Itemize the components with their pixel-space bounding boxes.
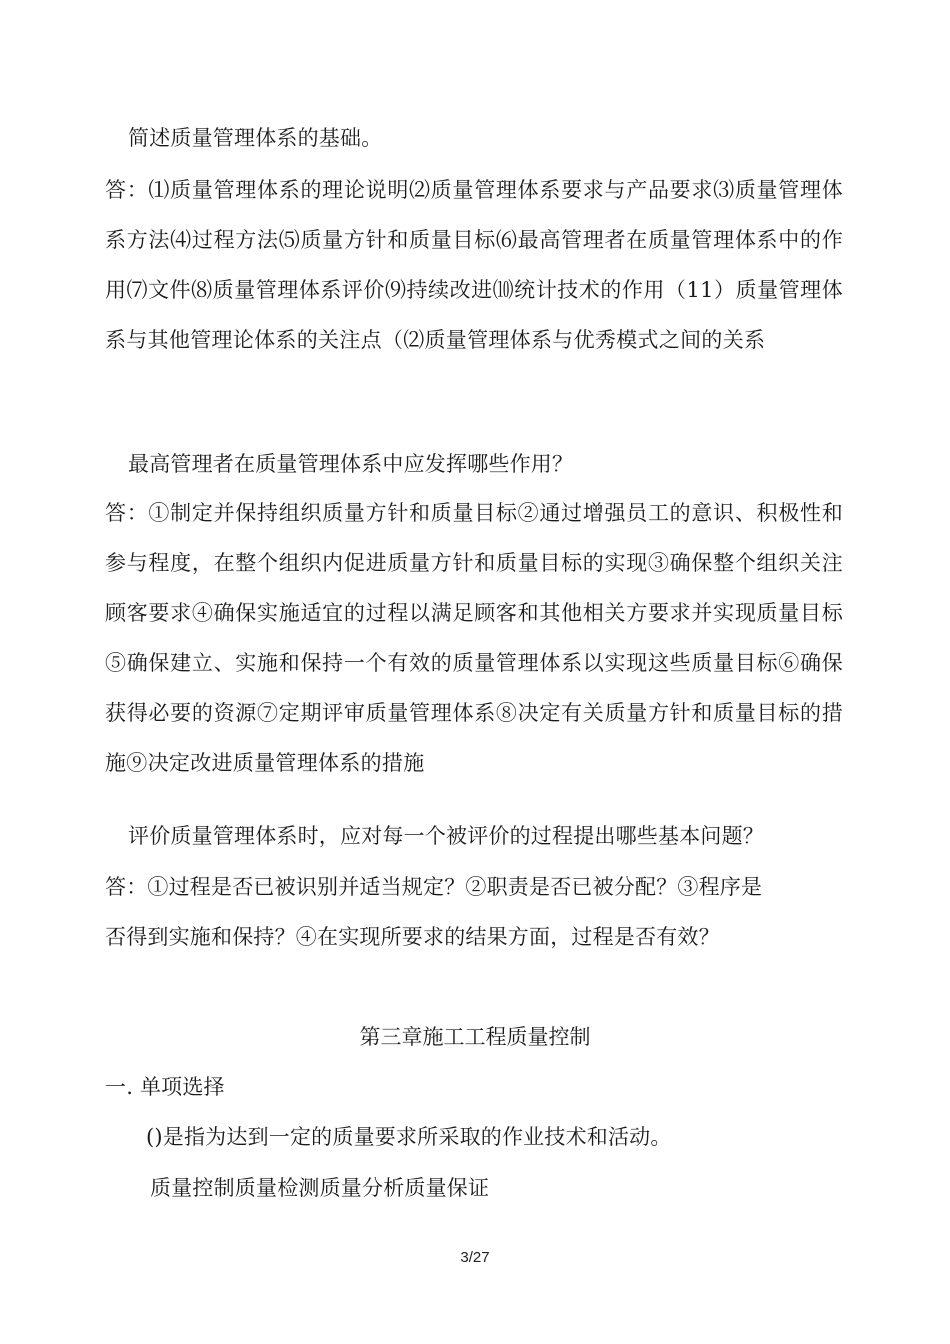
chapter-title: 第三章施工工程质量控制: [359, 1025, 591, 1049]
answer-2: 答：①制定并保持组织质量方针和质量目标②通过增强员工的意识、积极性和参与程度，在整个组织内促进质量方针和质量目标的实现③确保整个组织关注顾客要求④确保实施适宜的过程以满足顾客和其他相关方要求并实现质量目标⑤确保建立、实施和保持一个有效的质量管理体系以实现这些质量目标⑥确保获得必要的资源⑦定期评审质量管理体系⑧决定有关质量方针和质量目标的措施⑨决定改进质量管理体系的措施: [105, 501, 843, 775]
answer-3-line-2: 否得到实施和保持？④在实现所要求的结果方面，过程是否有效？: [105, 925, 720, 949]
answer-1: 答：⑴质量管理体系的理论说明⑵质量管理体系要求与产品要求⑶质量管理体系方法⑷过程方法⑸质量方针和质量目标⑹最高管理者在质量管理体系中的作用⑺文件⑻质量管理体系评价⑼持续改进⑽统计技术的作用（11）质量管理体系与其他管理论体系的关注点（⑵质量管理体系与优秀模式之间的关系: [105, 178, 843, 352]
question-3: 评价质量管理体系时，应对每一个被评价的过程提出哪些基本问题？: [128, 824, 764, 848]
question-2: 最高管理者在质量管理体系中应发挥哪些作用？: [128, 452, 574, 476]
choice-question: ()是指为达到一定的质量要求所采取的作业技术和活动。: [146, 1125, 672, 1149]
question-1: 简述质量管理体系的基础。: [128, 126, 383, 150]
section-heading: 一. 单项选择: [105, 1075, 225, 1099]
choice-options: 质量控制质量检测质量分析质量保证: [150, 1176, 490, 1200]
answer-3-line-1: 答：①过程是否已被识别并适当规定？②职责是否已被分配？③程序是: [105, 875, 763, 899]
page-number: 3/27: [460, 1249, 490, 1266]
